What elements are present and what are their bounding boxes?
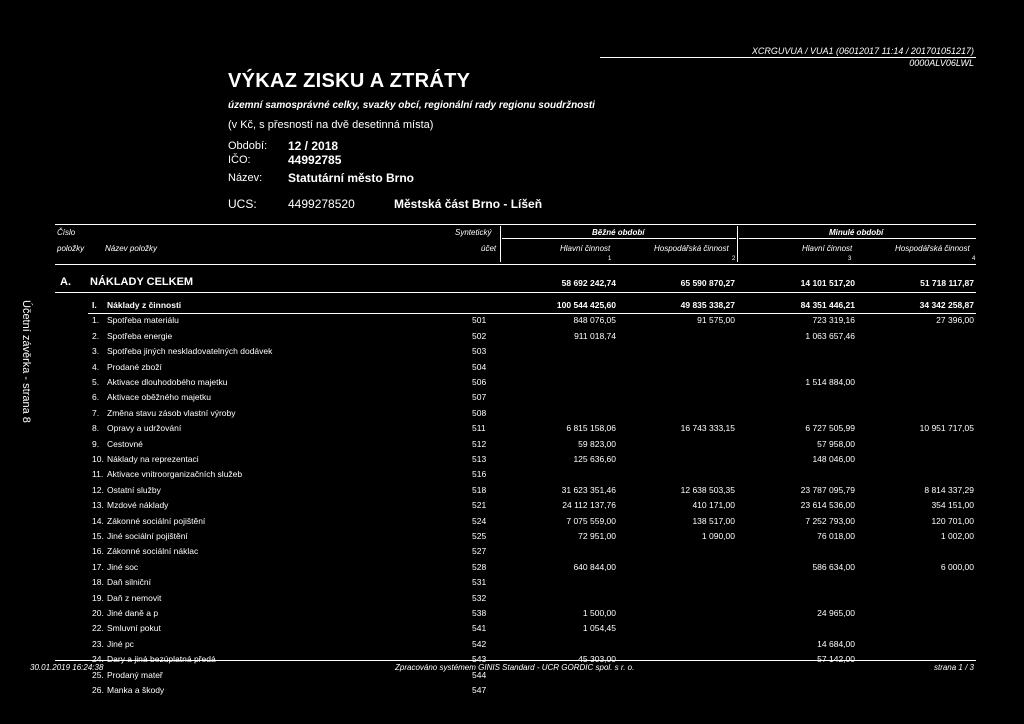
row-current-main: 31 623 351,46 — [561, 484, 616, 495]
row-name: Prodané zboží — [107, 361, 162, 372]
row-number: 26. — [92, 685, 104, 695]
row-current-economic: 1 090,00 — [701, 531, 735, 541]
row-previous-main: 1 063 657,46 — [805, 330, 855, 341]
col-minule-obdobi: Minulé období — [829, 228, 884, 237]
period-value: 12 / 2018 — [288, 139, 339, 153]
row-number: 9. — [92, 438, 100, 449]
row-account: 528 — [472, 561, 487, 572]
col-hospodarska-1: Hospodářská činnost — [654, 244, 729, 253]
system-reference: XCRGUVUA / VUA1 (06012017 11:14 / 201701051217) — [751, 46, 974, 56]
table-row — [0, 577, 1024, 592]
row-number: 20. — [92, 608, 104, 618]
row-previous-main: 6 727 505,99 — [805, 423, 855, 434]
row-account: 547 — [472, 685, 487, 695]
col-num-4: 4 — [972, 256, 976, 262]
section-a-code: A. — [60, 276, 71, 288]
row-number: 16. — [92, 546, 104, 557]
row-current-main: 640 844,00 — [573, 561, 616, 572]
section-a-label: NÁKLADY CELKEM — [90, 276, 194, 288]
row-current-main: 72 951,00 — [578, 531, 616, 541]
period-label: Období: — [228, 140, 268, 152]
table-row — [0, 546, 1024, 561]
col-cislo: Číslo — [57, 228, 76, 237]
col-divider-current — [737, 226, 738, 262]
ico-label: IČO: — [228, 154, 251, 166]
row-current-main: 125 636,60 — [573, 454, 616, 464]
row-number: 8. — [92, 423, 100, 434]
side-page-note: Účetní závěrka - strana 8 — [20, 300, 32, 423]
row-previous-main: 24 965,00 — [817, 608, 855, 618]
table-row — [0, 408, 1024, 423]
row-number: 25. — [92, 669, 104, 680]
row-account: 518 — [472, 484, 487, 495]
row-previous-main: 57 958,00 — [817, 438, 855, 449]
col-ucet: účet — [481, 244, 497, 253]
row-name: Prodaný mateř — [107, 669, 163, 680]
row-number: I. — [92, 300, 97, 310]
row-previous-main: 14 684,00 — [817, 638, 855, 649]
page-subtitle: územní samosprávné celky, svazky obcí, regionální rady regionu soudržnosti — [228, 100, 595, 111]
row-name: Spotřeba jiných neskladovatelných dodávek — [107, 346, 273, 357]
col-nazev: Název položky — [105, 244, 158, 253]
row-previous-economic: 6 000,00 — [940, 561, 974, 572]
previous-period-rule — [739, 238, 976, 239]
row-name: Daň silniční — [107, 577, 151, 588]
row-account: 521 — [472, 500, 487, 511]
row-name: Spotřeba materiálu — [107, 315, 179, 326]
ucs-label: UCS: — [228, 197, 257, 211]
row-current-main: 59 823,00 — [578, 438, 616, 449]
table-row — [0, 531, 1024, 546]
col-hlavni-1: Hlavní činnost — [560, 244, 611, 253]
row-account: 538 — [472, 608, 487, 618]
row-current-main: 100 544 425,60 — [556, 300, 616, 310]
name-value: Statutární město Brno — [288, 171, 415, 185]
col-divider-account — [500, 226, 501, 262]
row-previous-main: 23 787 095,79 — [800, 484, 855, 495]
row-account: 544 — [472, 669, 487, 680]
row-current-economic: 16 743 333,15 — [680, 423, 735, 434]
row-previous-main: 7 252 793,00 — [805, 515, 855, 526]
row-name: Manka a škody — [107, 685, 165, 695]
row-name: Jiné daně a p — [107, 608, 159, 618]
row-account: 541 — [472, 623, 487, 634]
unit-name: Městská část Brno - Líšeň — [394, 197, 543, 211]
table-row — [0, 608, 1024, 623]
row-number: 23. — [92, 638, 104, 649]
section-a-v2: 65 590 870,27 — [680, 278, 735, 288]
row-account: 516 — [472, 469, 487, 480]
table-row — [0, 315, 1024, 330]
units-note: (v Kč, s přesností na dvě desetinná místa) — [228, 119, 434, 131]
table-row — [0, 469, 1024, 484]
row-number: 2. — [92, 330, 100, 341]
table-row — [0, 377, 1024, 392]
table-row — [0, 362, 1024, 377]
section-a-v1: 58 692 242,74 — [561, 278, 616, 288]
row-name: Jiné soc — [107, 561, 139, 572]
row-name: Smluvní pokut — [107, 623, 161, 634]
row-account: 506 — [472, 377, 487, 387]
row-previous-main: 23 614 536,00 — [800, 500, 855, 511]
row-current-main: 848 076,05 — [573, 315, 616, 326]
row-current-main: 1 500,00 — [582, 608, 616, 618]
row-number: 11. — [92, 469, 104, 480]
row-account: 504 — [472, 361, 487, 372]
row-account: 527 — [472, 546, 487, 557]
table-row — [0, 639, 1024, 654]
row-previous-economic: 10 951 717,05 — [919, 423, 974, 434]
row-name: Změna stavu zásob vlastní výroby — [107, 407, 236, 418]
row-name: Mzdové náklady — [107, 500, 169, 511]
table-row — [0, 593, 1024, 608]
table-row — [0, 346, 1024, 361]
row-name: Aktivace vnitroorganizačních služeb — [107, 469, 243, 480]
row-number: 14. — [92, 515, 104, 526]
col-num-3: 3 — [848, 256, 852, 262]
row-account: 524 — [472, 515, 487, 526]
row-current-main: 1 054,45 — [582, 623, 616, 634]
row-name: Aktivace dlouhodobého majetku — [107, 377, 228, 387]
row-name: Náklady na reprezentaci — [107, 454, 199, 464]
row-number: 13. — [92, 500, 104, 511]
table-row — [0, 392, 1024, 407]
row-account: 525 — [472, 531, 487, 541]
row-current-main: 24 112 137,76 — [562, 500, 616, 511]
row-name: Daň z nemovit — [107, 592, 162, 603]
row-account: 507 — [472, 392, 487, 403]
row-number: 1. — [92, 315, 100, 326]
row-account: 511 — [472, 423, 486, 434]
page-title: VÝKAZ ZISKU A ZTRÁTY — [228, 70, 471, 92]
row-number: 17. — [92, 561, 104, 572]
table-row — [0, 454, 1024, 469]
row-previous-economic: 354 151,00 — [931, 500, 974, 511]
row-previous-economic: 1 002,00 — [940, 531, 974, 541]
footer-page: strana 1 / 3 — [933, 663, 974, 672]
row-account: 508 — [472, 407, 487, 418]
row-number: 4. — [92, 361, 100, 372]
col-hlavni-2: Hlavní činnost — [802, 244, 853, 253]
table-row — [0, 516, 1024, 531]
row-current-economic: 410 171,00 — [692, 500, 735, 511]
row-name: Aktivace oběžného majetku — [107, 392, 211, 403]
row-previous-economic: 34 342 258,87 — [919, 300, 974, 310]
footer-processed: Zpracováno systémem GINIS Standard - UCR GORDIC spol. s r. o. — [395, 663, 635, 672]
table-row — [0, 685, 1024, 700]
table-row — [0, 331, 1024, 346]
row-number: 6. — [92, 392, 100, 403]
row-number: 3. — [92, 346, 100, 357]
row-account: 531 — [472, 577, 487, 588]
table-row — [0, 485, 1024, 500]
row-previous-main: 1 514 884,00 — [805, 377, 855, 387]
row-current-economic: 12 638 503,35 — [680, 484, 735, 495]
row-previous-main: 84 351 446,21 — [800, 300, 855, 310]
row-account: 503 — [472, 346, 487, 357]
row-number: 15. — [92, 531, 104, 541]
row-previous-main: 723 319,16 — [812, 315, 855, 326]
row-account: 513 — [472, 454, 487, 464]
row-current-economic: 49 835 338,27 — [680, 300, 735, 310]
table-top-rule — [55, 224, 976, 225]
row-current-main: 911 018,74 — [574, 330, 616, 341]
name-label: Název: — [228, 172, 263, 184]
row-name: Ostatní služby — [107, 484, 161, 495]
row-number: 5. — [92, 377, 100, 387]
row-account: 501 — [472, 315, 487, 326]
col-synteticky: Syntetický — [455, 228, 492, 237]
row-number: 22. — [92, 623, 104, 634]
table-row — [0, 500, 1024, 515]
row-name: Náklady z činnosti — [107, 300, 182, 310]
row-previous-economic: 8 814 337,29 — [924, 484, 974, 495]
row-underline — [88, 313, 976, 314]
table-row — [0, 300, 1024, 315]
col-bezne-obdobi: Běžné období — [592, 228, 645, 237]
row-current-main: 7 075 559,00 — [566, 515, 616, 526]
row-previous-main: 76 018,00 — [817, 531, 855, 541]
row-name: Jiné sociální pojištění — [107, 531, 188, 541]
row-number: 18. — [92, 577, 104, 588]
row-current-main: 6 815 158,06 — [566, 423, 616, 434]
table-header-bottom-rule — [55, 264, 976, 265]
row-name: Opravy a udržování — [107, 423, 182, 434]
section-a-rule — [55, 292, 976, 293]
row-current-economic: 138 517,00 — [692, 515, 735, 526]
col-num-1: 1 — [608, 256, 612, 262]
row-previous-economic: 120 701,00 — [931, 515, 974, 526]
row-number: 10. — [92, 454, 104, 464]
col-hospodarska-2: Hospodářská činnost — [895, 244, 970, 253]
row-account: 502 — [472, 330, 487, 341]
row-name: Spotřeba energie — [107, 330, 173, 341]
row-number: 19. — [92, 592, 104, 603]
row-previous-main: 148 046,00 — [812, 454, 855, 464]
col-polozky: položky — [57, 244, 85, 253]
row-name: Zákonné sociální pojištění — [107, 515, 206, 526]
col-num-2: 2 — [732, 256, 736, 262]
footer-rule — [55, 660, 976, 661]
current-period-rule — [502, 238, 736, 239]
row-name: Jiné pc — [107, 638, 134, 649]
section-a-v3: 14 101 517,20 — [800, 278, 855, 288]
row-number: 12. — [92, 484, 104, 495]
row-previous-main: 586 634,00 — [812, 561, 855, 572]
table-row — [0, 562, 1024, 577]
table-row — [0, 439, 1024, 454]
row-account: 532 — [472, 592, 487, 603]
row-current-economic: 91 575,00 — [697, 315, 735, 326]
system-code: 0000ALV06LWL — [909, 58, 974, 68]
ico-value: 44992785 — [288, 153, 342, 167]
section-a-v4: 51 718 117,87 — [920, 278, 974, 288]
row-account: 542 — [472, 638, 487, 649]
row-name: Zákonné sociální náklac — [107, 546, 199, 557]
row-account: 512 — [472, 438, 487, 449]
ucs-value: 4499278520 — [288, 197, 355, 211]
row-number: 7. — [92, 407, 100, 418]
table-row — [0, 623, 1024, 638]
row-name: Cestovné — [107, 438, 143, 449]
footer-datetime: 30.01.2019 16:24:38 — [30, 663, 104, 672]
row-previous-economic: 27 396,00 — [936, 315, 974, 326]
table-row — [0, 423, 1024, 438]
